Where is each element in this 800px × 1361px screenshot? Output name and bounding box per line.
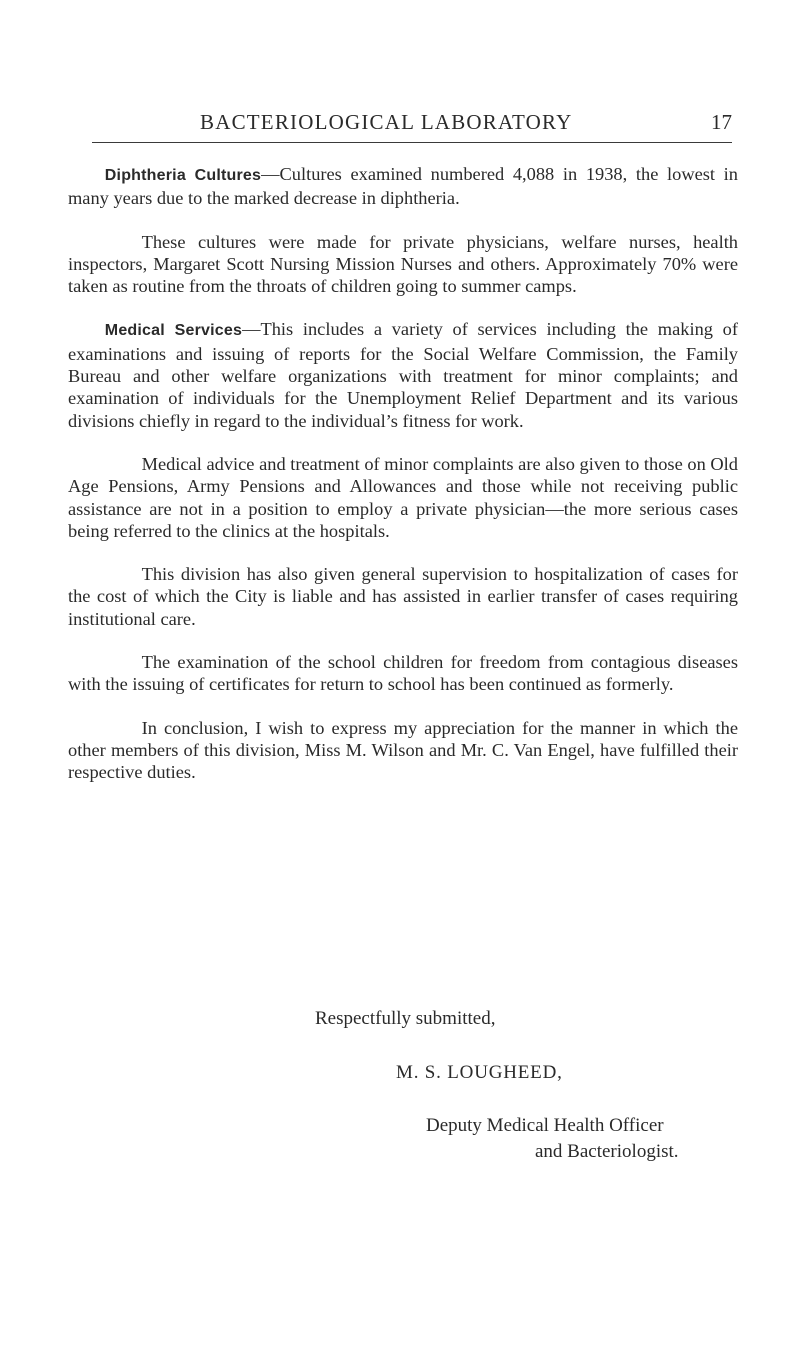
paragraph-cultures-sources [68,231,738,298]
closing-phrase: Respectfully submitted, [315,1008,496,1029]
paragraph-conclusion [68,717,738,784]
report-body [68,163,738,805]
paragraph-text: These cultures were made for private physicians, welfare nurses, health inspectors, Margaret Scott Nursing Mission Nurses and others. Approximately 70% were taken as routine from the throats of children going to summer camps. [68,231,738,297]
page-number: 17 [711,110,732,134]
paragraph-medical-advice [68,453,738,542]
running-header [92,110,732,144]
paragraph-text: In conclusion, I wish to express my appreciation for the manner in which the other members of this division, Miss M. Wilson and Mr. C. Van Engel, have fulfilled their respective duties. [68,717,738,783]
paragraph-text: —Cultures examined numbered 4,088 in 1938, the lowest in many years due to the marked decrease in diphtheria. [68,164,738,209]
paragraph-text: —This includes a variety of services including the making of examinations and issuing of reports for the Social Welfare Commission, the Family Bureau and other welfare organizations with treatment for minor complaints; and examination of individuals for the Unemployment Relief Department and its various divisions chiefly in regard to the individual’s fitness for work. [68,319,738,431]
paragraph-lead: Diphtheria Cultures [104,167,262,184]
header-title: BACTERIOLOGICAL LABORATORY [200,110,573,134]
paragraph-lead: Medical Services [104,322,243,340]
paragraph-text: This division has also given general supervision to hospitalization of cases for the cost of which the City is liable and has assisted in earlier transfer of cases requiring institutional care. [68,564,738,629]
paragraph-text: The examination of the school children for freedom from contagious diseases with the issuing of certificates for return to school has been continued as formerly. [68,652,738,695]
paragraph-school-examination [68,651,738,696]
header-rule [92,142,732,143]
paragraph-diphtheria-cultures [68,163,738,210]
signer-name: M. S. LOUGHEED, [396,1062,563,1083]
paragraph-hospitalization [68,563,738,630]
signer-title-line-2: and Bacteriologist. [535,1141,679,1162]
paragraph-text: Medical advice and treatment of minor complaints are also given to those on Old Age Pensions, Army Pensions and Allowances and those while not receiving public assistance are not in a position to employ a private physician—the more serious cases being referred to the clinics at the hospitals. [68,453,738,541]
paragraph-medical-services [68,318,738,431]
signer-title-line-1: Deputy Medical Health Officer [426,1115,664,1136]
